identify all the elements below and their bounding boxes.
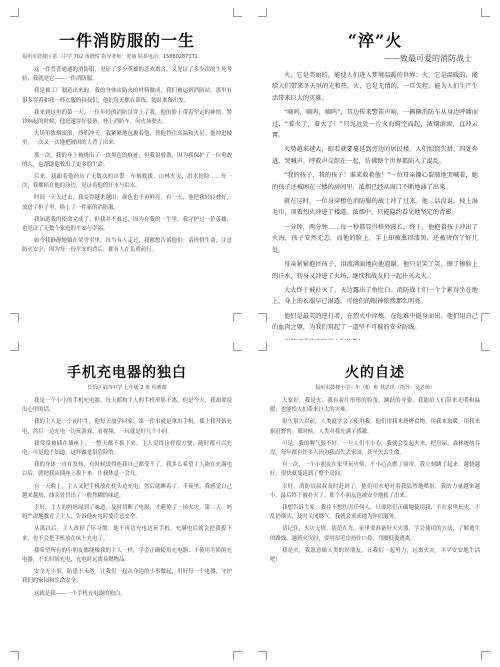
paragraph: 我是被工厂制造出来的，我的身体由防火的材料做成，我们被运到消防站，那里有很多穿着和我一样衣服的叔叔们，他们每天都在训练，随时准备出发。	[22, 88, 232, 104]
page-3	[8, 340, 244, 662]
page-4	[256, 340, 492, 662]
paragraph: 很久很久以前，人类就学会了使用我。他们用我来烧烤食物，用我来取暖，用我来驱赶野兽。那时候，人类对我充满了感激。	[270, 419, 480, 435]
paragraph: 母亲紧紧抱住孩子，泪流满面地向他道谢。他只是笑了笑，擦了擦脸上的汗水，转身又冲进了火场，继续和战友们一起扑灭大火。	[272, 261, 478, 280]
crop-mark	[481, 342, 490, 351]
paragraph: 幸好，主人的妈妈闻到了味道，及时切断了电源，才避免了一场火灾。第二天，妈妈严肃地教育了主人，告诉他充电时要注意安全。	[22, 505, 232, 521]
crop-mark	[10, 651, 19, 660]
page-2-content	[272, 24, 478, 332]
crop-mark	[258, 313, 267, 322]
paragraph: “嘀呜，嘀呜，嘀呜”，耳边传来警笛声响，一辆辆消防车从身边呼啸而过，“着火了，着火了！”只见远处一片火海腾空而起，浓烟滚滚，直冲云霄。	[272, 109, 478, 140]
paragraph: 大火终于被扑灭了，天边露出了鱼肚白。消防战士们一个个累得坐在地上，身上的衣服早已湿透，可他们的眼神依然那么明亮。	[272, 286, 478, 306]
page-1	[8, 6, 244, 324]
paragraph: 火场里浓烟滚滚，烈焰冲天。我紧紧地包裹着他，替他挡住高温和火星。他冲进楼里，一次又一次地把被困的人背了出来。	[22, 131, 232, 147]
crop-mark	[258, 651, 267, 660]
crop-mark	[10, 8, 19, 17]
paragraph: 大家好，我是火。我有着红彤彤的脸蛋，跳跃的身姿。我能给人们带来光明和温暖，也能给人们带来巨大的灾难。	[270, 398, 480, 414]
essay-byline: 福州市鼓楼区第二中学 702 黄晓悦 指导老师：张丽 联系电话：15860287171	[22, 54, 198, 60]
paragraph: 可是，我的脾气很不好。一旦人们不小心，我就会发起火来，把房屋、森林统统吞没。每年都有许多人因为我而失去家园，甚至失去生命。	[270, 440, 480, 457]
paragraph: 我希望所有的小朋友都能像我的主人一样，学会正确使用充电器：不使用劣质的充电器，不长时间充电，充电时远离易燃物品。	[22, 547, 232, 564]
paragraph: 幸好，消防员叔叔及时赶到了。他们用水枪对着我猛烈地喷射，我的力量越来越小，最后终于被扑灭了。那个小朋友也被安全地救了出来。	[270, 483, 480, 499]
crop-mark	[258, 8, 267, 17]
essay-subtitle: ——致最可爱的消防战士	[384, 54, 472, 63]
crop-mark	[258, 342, 267, 351]
essay-byline: 福州市鼓楼小学三年（6）班 林思琪（指导：吴老师）	[315, 385, 435, 391]
paragraph: 我的身体一直在发热，有时候烫得连我自己都受不了。我多么希望主人能在充满电以后，就把我从插座上拔下来，让我休息一会儿。	[22, 462, 232, 478]
crop-mark	[233, 313, 242, 322]
paragraph: 一分钟，两分钟……每一秒都显得格外漫长。终于，他抱着孩子冲出了火海，孩子安然无恙，而他的脸上、手上却被熏得漆黑，还被烫伤了好几处。	[272, 223, 478, 254]
paragraph: 这就是我——一个手机充电器的独白。	[34, 590, 126, 597]
essay-title: “淬”火	[347, 31, 403, 50]
paragraph: 火势越来越大，眼看就要蔓延到旁边的居民楼。人们惊慌失措，四处奔逃，哭喊声、呼救声交织在一起，仿佛整个世界都陷入了混乱。	[272, 146, 478, 165]
crop-mark	[10, 313, 19, 322]
essay-title: 手机充电器的独白	[67, 365, 187, 381]
page-1-content	[22, 24, 232, 314]
essay-byline: 长乐区第四中学 七年级 2 班 程雅晴	[87, 385, 167, 391]
paragraph: 他们是最美的逆行者，在烈火中淬炼，在危难中挺身而出。他们用自己的血肉之躯，为我们筑起了一道坚不可摧的安全防线。	[272, 312, 478, 332]
paragraph: 我知道我的使命完成了。但我并不难过，因为在我的一生里，我守护过一位英雄，也见证了无数个家庭的平安与幸福。	[22, 216, 232, 233]
page-4-content	[270, 358, 480, 652]
crop-mark	[233, 651, 242, 660]
paragraph: 如今我静静地躺在荣誉室里，每当有人走过，我都想告诉他们：请珍惜生命，注意防火安全，因为每一份平安的背后，都有人在负重前行。	[22, 238, 232, 254]
page-3-content	[22, 358, 232, 652]
crop-mark	[481, 313, 490, 322]
paragraph: 我的主人是一个初中生，他每天放学回家，第一件事就是拿出手机，插上我开始充电，然后一边充电一边玩游戏、看视频，一玩就是好几个小时。	[22, 419, 232, 435]
paragraph: 这一件普普通通的消防服，见证了多少英雄的悲欢离合，又见证了多少次的生死考验，我就是它——一件消防服。	[22, 67, 232, 83]
page-2	[256, 6, 492, 332]
essay-title: 火的自述	[345, 365, 405, 381]
paragraph: 我想告诉大家：我并不想伤害任何人。只要你们正确地使用我，不在家里玩火，不乱扔烟头，及时关闭燃气，我就会乖乖地为你们服务。	[270, 505, 480, 521]
paragraph: 我是一个小小的手机充电器，每天都和主人的手机形影不离，但是今天，我却要说出心里的话。	[22, 398, 232, 414]
crop-mark	[10, 342, 19, 351]
paragraph: 我是火，我愿意做人类的好朋友。让我们一起努力，远离火灾，平平安安地生活吧！	[270, 547, 480, 564]
paragraph: 我来到这里的第一天，一位年轻的消防员穿上了我，他的脸上带着坚定的神情。警铃响起的时候，他迅速穿好装备，登上消防车，向火场驶去。	[22, 109, 232, 126]
paragraph: 后来，我跟着他经历了无数次的出警：车祸救援、山林火灾、洪水抢险……每一次，我都陪在他的身边，见证着他的汗水与泪水。	[22, 174, 232, 190]
paragraph: 那一次，我的身上被烧出了一块黑色的痕迹，但我很骄傲，因为我保护了一位勇敢的人，也帮助他救出了更多的生命。	[22, 152, 232, 168]
paragraph: 火，它是美丽的，能使人们进入梦境温暖的世界；火，它是温暖的，能给人们带来冬天里的光和热。火，它是无情的，一旦失控，能为人们生产生活带来巨大的灾难。	[272, 72, 478, 102]
crop-mark	[481, 651, 490, 660]
paragraph: “我的孩子，我的孩子！谁来救救他！”一位母亲撕心裂肺地哭喊着，她的孩子还被困在三楼的房间里，浓烟已经从窗口不断地涌了出来。	[272, 172, 478, 191]
essay-title: 一件消防服的一生	[58, 31, 195, 50]
paragraph: 安全无小事，防患于未然。让我们一起从身边的小事做起，用好每一个电器，守护我们的家园和生命安全。	[22, 569, 232, 585]
crop-mark	[233, 8, 242, 17]
paragraph: 时间一天天过去，我变得越来越旧，颜色也不再鲜亮。有一天，他把我轻轻叠好，放进了柜子里，换上了一件新的消防服。	[22, 195, 232, 211]
crop-mark	[481, 8, 490, 17]
paragraph: 从那以后，主人改掉了坏习惯。他不再边充电边玩手机，充满电后就会把我拔下来，也不会把手机放在床上充电了。	[22, 526, 232, 542]
paragraph: 我常常被插在插座上，一整天都不拔下来。主人觉得这样很方便，随时都可以充电，可是他不知道，这样做是很危险的。	[22, 440, 232, 457]
crop-mark	[233, 342, 242, 351]
paragraph: 请记住，火灾无情，防范在先。家里要准备好灭火器，学会使用的方法，了解逃生的路线。遇到火灾时，要用湿毛巾捂住口鼻，弯腰低姿逃离。	[270, 526, 480, 542]
paragraph: 就在这时，一位身穿橙色消防服的战士冲了过来。他二话没说，披上湿毛巾，顶着烈火冲进了楼道。浓烟中，只能隐约看见他坚定的背影。	[272, 198, 478, 217]
paragraph: 有一天晚上，主人又把手机放在枕头边充电，然后就睡着了。半夜里，我感觉自己越来越热，线头处冒出了一股焦糊的味道。	[22, 483, 232, 499]
paragraph: 有一次，一个小朋友在家里玩火柴，不小心点燃了窗帘。我立刻跳了起来，越烧越旺，很快就蔓延到了整个房间。	[270, 462, 480, 478]
